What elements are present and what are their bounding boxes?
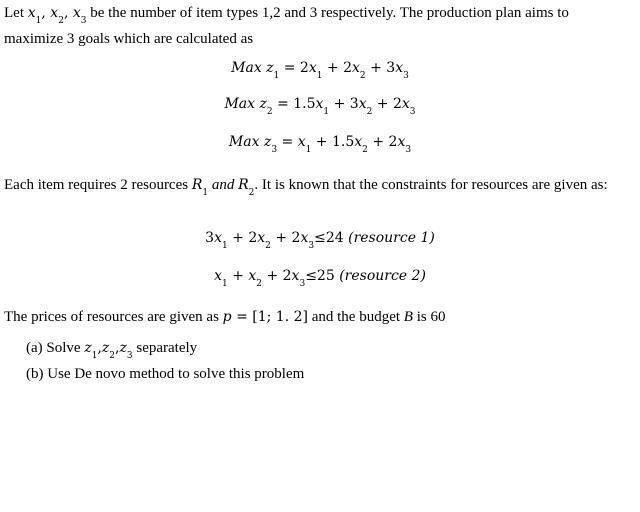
objective-2: Max $z_2 = 1.5x_1 + 3x_2 + 2x_3$	[224, 96, 416, 117]
var-list: $x_1$, $x_2$, $x_3$	[27, 5, 87, 26]
resource-r1: $R_1$	[191, 177, 209, 198]
resource-r2: $R_2$	[238, 177, 255, 198]
constraint-1-note: (resource 1)	[348, 230, 435, 246]
intro-let: Let	[4, 5, 24, 21]
objective-1-rhs: = $2x_1 + 2x_2 + 3x_3$	[283, 60, 409, 81]
task-b: (b) Use De novo method to solve this problem	[26, 366, 305, 382]
objective-3: Max $z_3 = x_1 + 1.5x_2 + 2x_3$	[228, 134, 412, 155]
constraint-2-note: (resource 2)	[339, 268, 426, 284]
constraint-1: $3x_1 + 2x_2 + 2x_3\le 24$ (resource 1)	[205, 230, 435, 251]
constraint-2: $x_1 + x_2 + 2x_3\le 25$ (resource 2)	[214, 268, 426, 289]
objective-2-rhs: = $1.5x_1 + 3x_2 + 2x_3$	[277, 96, 416, 117]
prices-paragraph: The prices of resources are given as p = [1; 1. 2] and the budget B is 60	[4, 309, 446, 325]
task-a: (a) Solve $z_1,z_2,z_3$ separately	[26, 340, 198, 361]
budget-var: B	[403, 309, 413, 325]
intro-paragraph	[4, 0, 630, 52]
objective-1: Max $z_1 = 2x_1 + 2x_2 + 3x_3$	[231, 60, 409, 81]
intro-text: be the number of item types 1,2 and 3 respectively. The production plan aims to maximize 3 goals which are calculated as	[4, 5, 569, 47]
resources-paragraph: Each item requires 2 resources $R_1$ and $R_2$. It is known that the constraints for resources are given as:	[4, 177, 608, 198]
task-a-vars: $z_1,z_2,z_3$	[84, 340, 133, 361]
objective-3-rhs: = $x_1 + 1.5x_2 + 2x_3$	[281, 134, 412, 155]
price-vector: p = [1; 1. 2]	[222, 309, 308, 325]
